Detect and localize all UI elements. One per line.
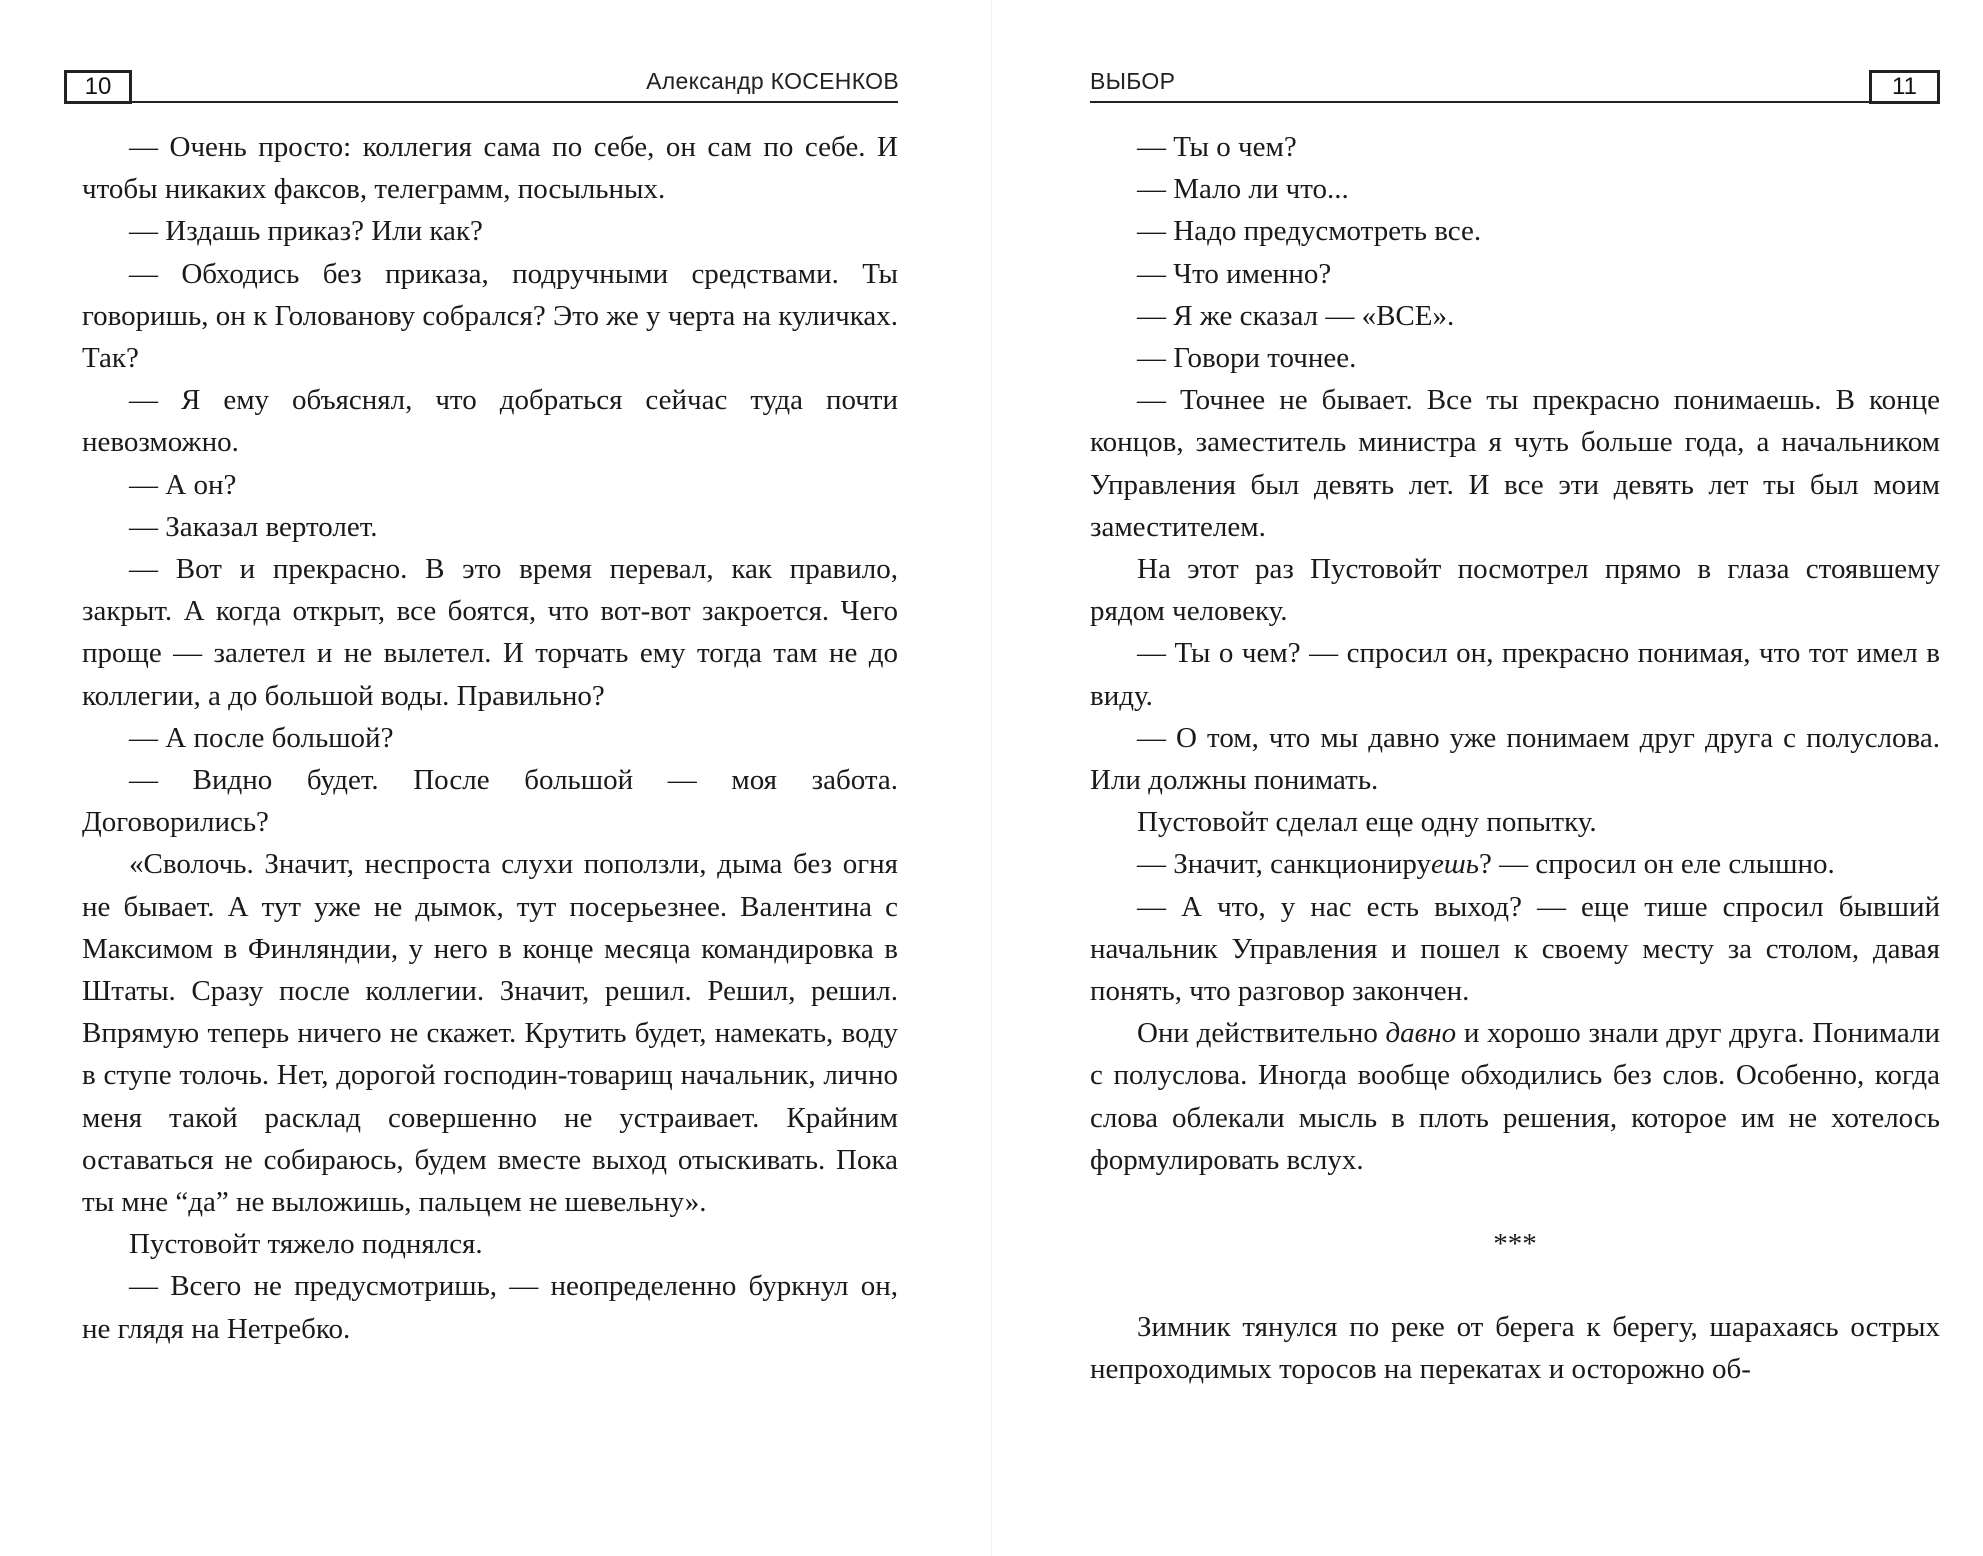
header-rule-left — [132, 101, 898, 103]
text-run: ? — спросил он еле слышно. — [1478, 848, 1835, 881]
text-run: Они действительно — [1137, 1017, 1386, 1050]
running-header-author: Александр КОСЕНКОВ — [646, 68, 899, 94]
section-separator: *** — [1493, 1228, 1537, 1261]
paragraph: — Говори точнее. — [1137, 342, 1357, 375]
paragraph: — Видно будет. После большой — моя забота. Договорились? — [82, 764, 898, 839]
right-page — [991, 0, 1983, 1556]
body-text-right — [1090, 126, 1940, 1391]
paragraph: — Обходись без приказа, подручными средствами. Ты говоришь, он к Голованову собрался? Это же у черта на куличках. Так? — [82, 257, 898, 375]
paragraph: — О том, что мы давно уже понимаем друг друга с полуслова. Или должны понимать. — [1090, 721, 1940, 797]
paragraph: — Вот и прекрасно. В это время перевал, как правило, закрыт. А когда открыт, все боятся, что вот-вот закроется. Чего проще — залетел и не вылетел. И торчать ему тогда там не до коллегии, а до большой воды. Правильно? — [82, 553, 898, 712]
page-number-left: 10 — [64, 70, 132, 104]
paragraph: — Ты о чем? — спросил он, прекрасно понимая, что тот имел в виду. — [1090, 637, 1940, 712]
header-rule-right — [1090, 101, 1869, 103]
text-run: — Значит, санкциониру — [1137, 848, 1432, 881]
paragraph: — Надо предусмотреть все. — [1137, 215, 1482, 248]
paragraph: — А что, у нас есть выход? — еще тише спросил бывший начальник Управления и пошел к своему месту за столом, давая понять, что разговор закончен. — [1090, 890, 1940, 1008]
paragraph: — Очень просто: коллегия сама по себе, он сам по себе. И чтобы никаких факсов, телеграмм, посыльных. — [82, 131, 898, 206]
paragraph: Пустовойт сделал еще одну попытку. — [1137, 806, 1597, 839]
left-page — [0, 0, 991, 1556]
running-header-title: ВЫБОР — [1090, 68, 1176, 94]
italic-emphasis: ешь — [1431, 848, 1479, 881]
paragraph: На этот раз Пустовойт посмотрел прямо в глаза стоявшему рядом человеку. — [1090, 553, 1940, 628]
paragraph: — Что именно? — [1137, 257, 1332, 290]
paragraph: — Точнее не бывает. Все ты прекрасно понимаешь. В конце концов, заместитель министра я чуть больше года, а начальником Управления был девять лет. И все эти девять лет ты был моим заместителем. — [1090, 384, 1940, 543]
paragraph: — Я ему объяснял, что добраться сейчас туда почти невозможно. — [82, 384, 898, 459]
paragraph: — Издашь приказ? Или как? — [129, 215, 483, 248]
italic-emphasis: давно — [1385, 1017, 1457, 1050]
page-number-right: 11 — [1869, 70, 1940, 104]
paragraph: «Сволочь. Значит, неспроста слухи поползли, дыма без огня не бывает. А тут уже не дымок, тут посерьезнее. Валентина с Максимом в Финляндии, у него в конце месяца командировка в Штаты. Сразу после коллегии. Значит, решил. Решил, решил. Впрямую теперь ничего не скажет. Крутить будет, намекать, воду в ступе толочь. Нет, дорогой господин-товарищ начальник, лично меня такой расклад совершенно не устраивает. Крайним оставаться не собираюсь, будем вместе выход отыскивать. Пока ты мне “да” не выложишь, пальцем не шевельну». — [82, 848, 898, 1219]
text-run: и хорошо знали друг друга. Понимали с полуслова. Иногда вообще обходились без слов. Особенно, когда слова облекали мысль в плоть решения, которое им не хотелось формулировать вслух. — [1090, 1017, 1940, 1176]
paragraph: — Всего не предусмотришь, — неопределенно буркнул он, не глядя на Нетребко. — [82, 1270, 898, 1345]
paragraph: — Я же сказал — «ВСЕ». — [1137, 299, 1455, 332]
paragraph: — Ты о чем? — [1137, 131, 1297, 163]
paragraph: — А он? — [129, 468, 237, 501]
paragraph: — Мало ли что... — [1137, 173, 1349, 206]
paragraph: Пустовойт тяжело поднялся. — [129, 1228, 483, 1261]
paragraph-sanction — [1090, 843, 1940, 885]
paragraph: — Заказал вертолет. — [129, 510, 378, 543]
body-text-left — [82, 126, 898, 1350]
paragraph-knew — [1090, 1012, 1940, 1181]
paragraph-closing: Зимник тянулся по реке от берега к берегу, шарахаясь острых непроходимых торосов на перекатах и осторожно об- — [1090, 1311, 1940, 1386]
paragraph: — А после большой? — [129, 721, 394, 754]
